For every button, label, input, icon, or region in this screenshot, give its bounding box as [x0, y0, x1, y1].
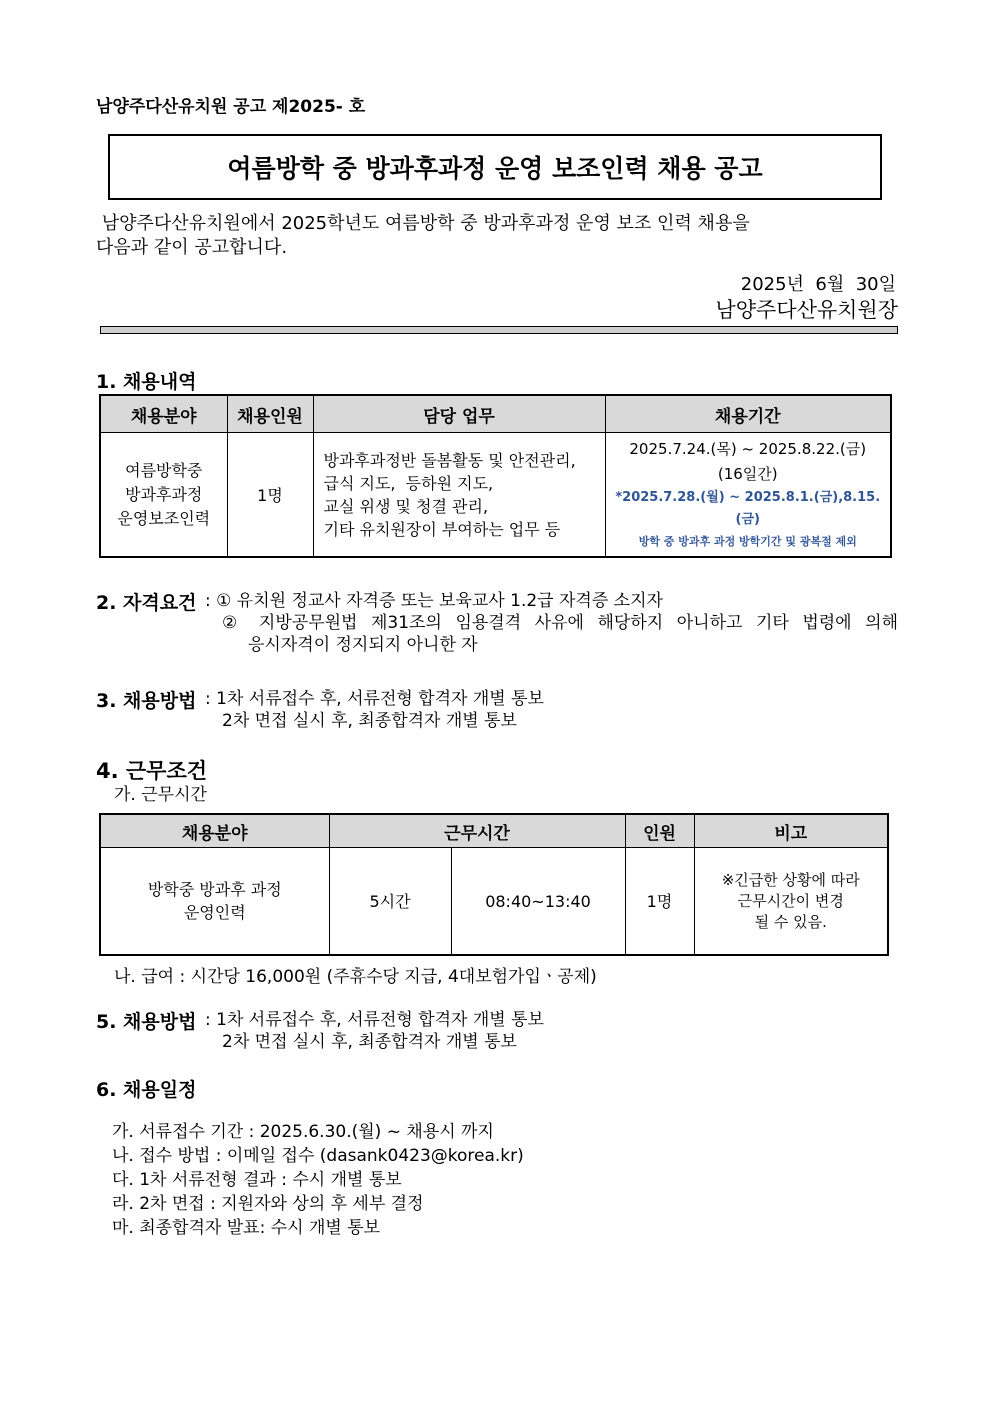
- notice-date: 2025년 6월 30일: [740, 274, 896, 295]
- section3-line-1: : 1차 서류접수 후, 서류전형 합격자 개별 통보: [205, 689, 544, 709]
- duty-cell: [313, 433, 605, 558]
- notice-number: 남양주다산유치원 공고 제2025- 호: [96, 97, 366, 117]
- headcount-cell: 1명: [625, 848, 694, 956]
- section5-line-1: : 1차 서류접수 후, 서류전형 합격자 개별 통보: [205, 1010, 544, 1030]
- signer: 남양주다산유치원장: [715, 298, 898, 322]
- divider-bar: [100, 326, 898, 334]
- recruitment-table: [99, 394, 892, 558]
- intro-paragraph: [96, 212, 896, 260]
- section1-heading: 1. 채용내역: [96, 371, 197, 393]
- column-header: 인원: [625, 814, 694, 848]
- work-hours-table: [99, 813, 889, 956]
- column-header: 담당 업무: [313, 395, 605, 433]
- table-row: [100, 433, 891, 558]
- field-line: 여름방학중: [125, 460, 203, 480]
- section4-sub-b: 나. 급여 : 시간당 16,000원 (주휴수당 지급, 4대보험가입ㆍ공제): [114, 967, 597, 987]
- list-item: 나. 접수 방법 : 이메일 접수 (dasank0423@korea.kr): [112, 1146, 524, 1166]
- section5-heading: 5. 채용방법: [96, 1011, 197, 1033]
- intro-line-2: 다음과 같이 공고합니다.: [96, 237, 288, 258]
- section2-line-2: ② 지방공무원법 제31조의 임용결격 사유에 해당하지 아니하고 기타 법령에 의해: [222, 613, 898, 633]
- section4-sub-a: 가. 근무시간: [114, 785, 207, 805]
- section2-line-1: : ① 유치원 정교사 자격증 또는 보육교사 1.2급 자격증 소지자: [205, 591, 663, 611]
- note-line: 될 수 있음.: [754, 912, 827, 931]
- section6-heading: 6. 채용일정: [96, 1079, 197, 1101]
- note-cell: [694, 848, 888, 956]
- list-item: 다. 1차 서류전형 결과 : 수시 개별 통보: [112, 1170, 402, 1190]
- field-line: 방학중 방과후 과정: [147, 880, 282, 899]
- duty-line: 방과후과정반 돌봄활동 및 안전관리,: [323, 450, 576, 470]
- note-line: ※긴급한 상황에 따라: [721, 870, 860, 889]
- column-header: 채용분야: [100, 814, 329, 848]
- section2-line-3: 응시자격이 정지되지 아니한 자: [248, 635, 478, 655]
- period-note: 방학 중 방과후 과정 방학기간 및 광복절 제외: [638, 534, 857, 548]
- period-cell: [605, 433, 891, 558]
- column-header: 채용인원: [227, 395, 313, 433]
- period-days: (16일간): [717, 464, 778, 483]
- column-header: 채용기간: [605, 395, 891, 433]
- list-item: 마. 최종합격자 발표: 수시 개별 통보: [112, 1218, 381, 1238]
- period-excluded: *2025.7.28.(월) ~ 2025.8.1.(금),8.15.(금): [615, 489, 881, 527]
- duty-line: 기타 유치원장이 부여하는 업무 등: [323, 519, 561, 539]
- section5-line-2: 2차 면접 실시 후, 최종합격자 개별 통보: [222, 1032, 517, 1052]
- time-range-cell: 08:40~13:40: [451, 848, 625, 956]
- column-header: 근무시간: [329, 814, 625, 848]
- hours-cell: 5시간: [329, 848, 451, 956]
- list-item: 라. 2차 면접 : 지원자와 상의 후 세부 결정: [112, 1194, 424, 1214]
- page-title: 여름방학 중 방과후과정 운영 보조인력 채용 공고: [227, 154, 763, 183]
- column-header: 채용분야: [100, 395, 227, 433]
- schedule-list: [112, 1120, 524, 1240]
- headcount-cell: 1명: [227, 433, 313, 558]
- note-line: 근무시간이 변경: [737, 891, 844, 910]
- field-cell: [100, 433, 227, 558]
- title-box: [108, 134, 882, 200]
- period-range: 2025.7.24.(목) ~ 2025.8.22.(금): [629, 439, 867, 458]
- section3-heading: 3. 채용방법: [96, 690, 197, 712]
- intro-line-1: 남양주다산유치원에서 2025학년도 여름방학 중 방과후과정 운영 보조 인력 채용을: [96, 213, 750, 234]
- list-item: 가. 서류접수 기간 : 2025.6.30.(월) ~ 채용시 까지: [112, 1122, 494, 1142]
- duty-line: 교실 위생 및 청결 관리,: [323, 496, 489, 516]
- section2-heading: 2. 자격요건: [96, 592, 197, 614]
- column-header: 비고: [694, 814, 888, 848]
- section4-heading: 4. 근무조건: [96, 759, 208, 783]
- field-line: 운영인력: [183, 903, 246, 922]
- duty-line: 급식 지도, 등하원 지도,: [323, 473, 494, 493]
- field-line: 운영보조인력: [117, 508, 211, 528]
- field-cell: [100, 848, 329, 956]
- section3-line-2: 2차 면접 실시 후, 최종합격자 개별 통보: [222, 711, 517, 731]
- field-line: 방과후과정: [125, 484, 203, 504]
- table-row: [100, 848, 888, 956]
- table-header-row: [100, 395, 891, 433]
- table-header-row: [100, 814, 888, 848]
